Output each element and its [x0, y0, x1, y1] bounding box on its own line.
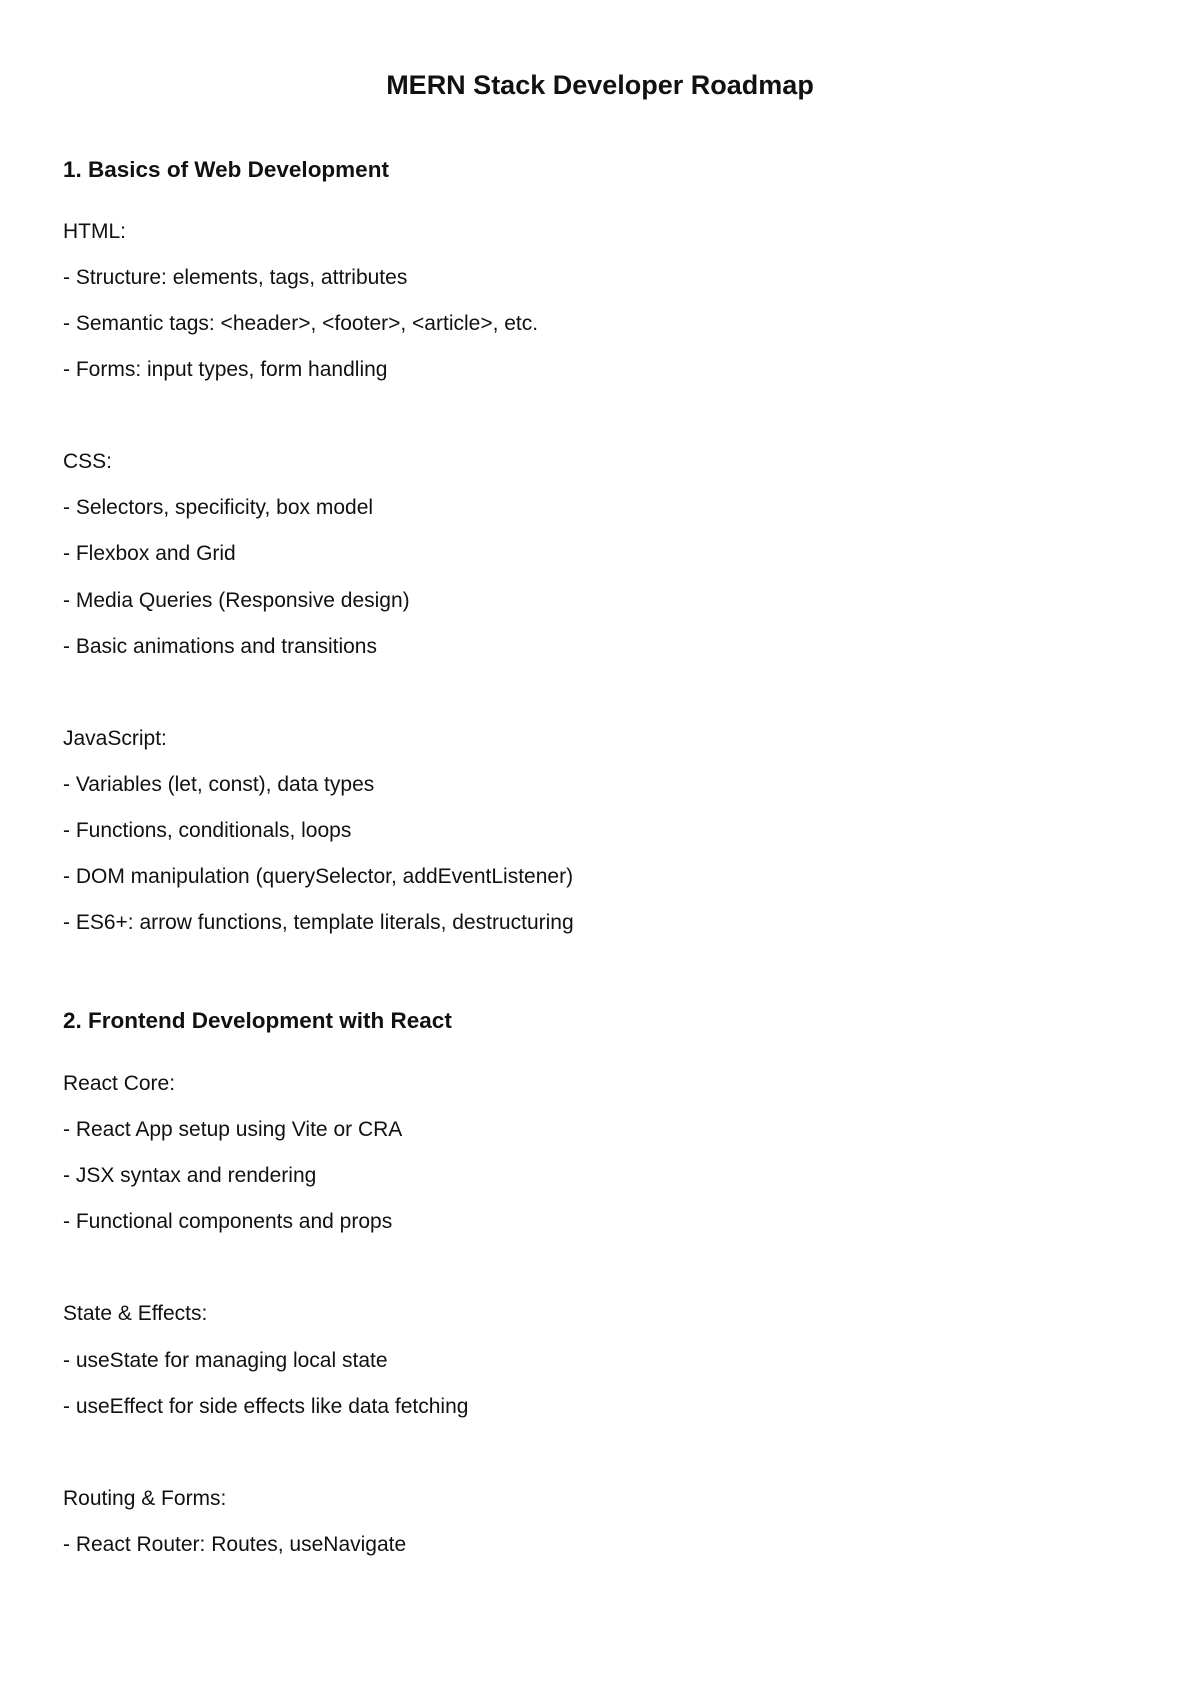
- list-item: - React Router: Routes, useNavigate: [63, 1533, 407, 1556]
- group-label: React Core:: [63, 1072, 176, 1095]
- list-item: - JSX syntax and rendering: [63, 1164, 317, 1187]
- group-label: State & Effects:: [63, 1302, 208, 1325]
- group-label: JavaScript:: [63, 727, 167, 750]
- list-item: - Semantic tags: <header>, <footer>, <article>, etc.: [63, 312, 539, 335]
- list-item: - DOM manipulation (querySelector, addEventListener): [63, 865, 574, 888]
- document-title: MERN Stack Developer Roadmap: [386, 70, 814, 100]
- section-heading: 2. Frontend Development with React: [63, 1008, 452, 1033]
- list-item: - Structure: elements, tags, attributes: [63, 266, 408, 289]
- group-label: HTML:: [63, 220, 126, 243]
- list-item: - Variables (let, const), data types: [63, 773, 375, 796]
- list-item: - useEffect for side effects like data fetching: [63, 1395, 469, 1418]
- list-item: - Flexbox and Grid: [63, 542, 236, 565]
- list-item: - Functions, conditionals, loops: [63, 819, 352, 842]
- list-item: - React App setup using Vite or CRA: [63, 1118, 403, 1141]
- list-item: - Forms: input types, form handling: [63, 358, 388, 381]
- list-item: - ES6+: arrow functions, template literals, destructuring: [63, 911, 574, 934]
- list-item: - Selectors, specificity, box model: [63, 496, 374, 519]
- list-item: - Basic animations and transitions: [63, 635, 377, 658]
- section-heading: 1. Basics of Web Development: [63, 157, 389, 182]
- list-item: - useState for managing local state: [63, 1349, 388, 1372]
- list-item: - Functional components and props: [63, 1210, 393, 1233]
- group-label: Routing & Forms:: [63, 1487, 227, 1510]
- list-item: - Media Queries (Responsive design): [63, 589, 410, 612]
- group-label: CSS:: [63, 450, 113, 473]
